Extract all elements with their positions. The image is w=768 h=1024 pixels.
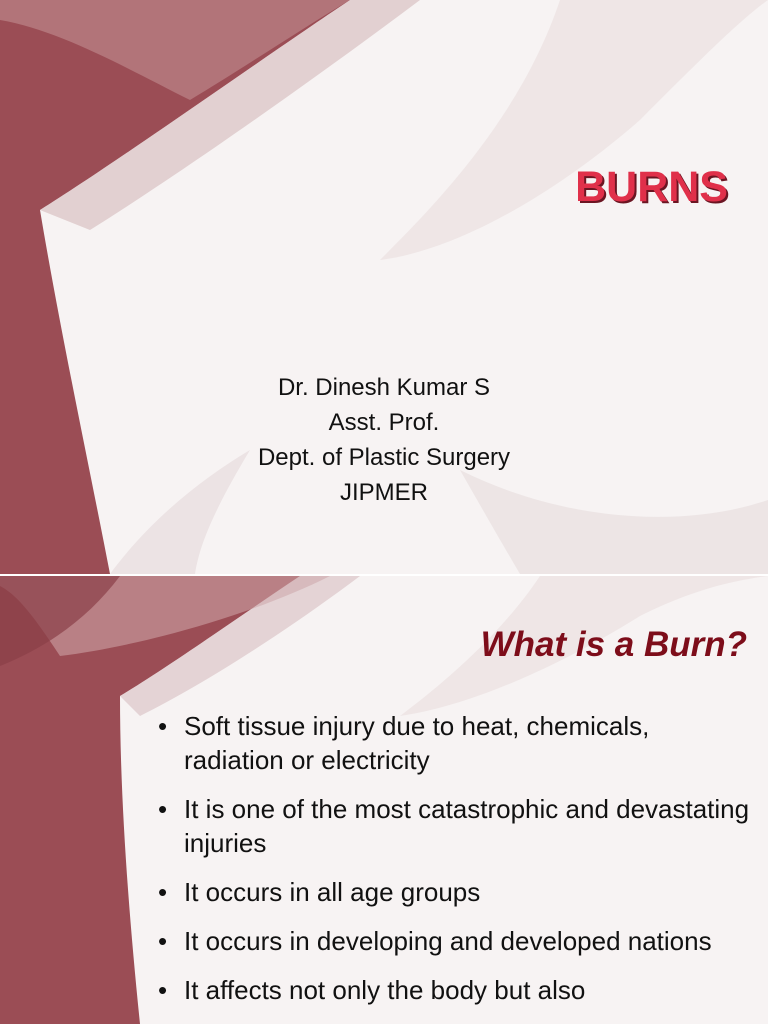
bullet-icon: • [158,711,168,741]
bullet-icon: • [158,926,168,956]
bullet-text: It occurs in all age groups [184,877,481,907]
bullet-text: Soft tissue injury due to heat, chemicals, radiation or electricity [184,711,650,775]
author-department: Dept. of Plastic Surgery [257,444,511,471]
bullet-icon: • [158,794,168,824]
bullet-item [150,973,750,1007]
slide-title: BURNS [575,163,728,211]
slide-title: What is a Burn? [480,625,747,664]
author-institution: JIPMER [339,479,428,506]
bullet-item [150,924,750,958]
bullet-icon: • [158,877,168,907]
author-info [0,370,768,510]
bullet-item [150,792,750,860]
bullet-text: It is one of the most catastrophic and devastating injuries [184,794,750,858]
bullet-item [150,709,750,777]
bullet-text: It occurs in developing and developed nations [184,926,712,956]
bullet-item [150,875,750,909]
author-designation: Asst. Prof. [328,409,440,436]
content-slide [0,576,768,1024]
bullet-list [150,709,750,1022]
author-name: Dr. Dinesh Kumar S [277,374,491,401]
bullet-text: It affects not only the body but also [184,975,586,1005]
bullet-icon: • [158,975,168,1005]
